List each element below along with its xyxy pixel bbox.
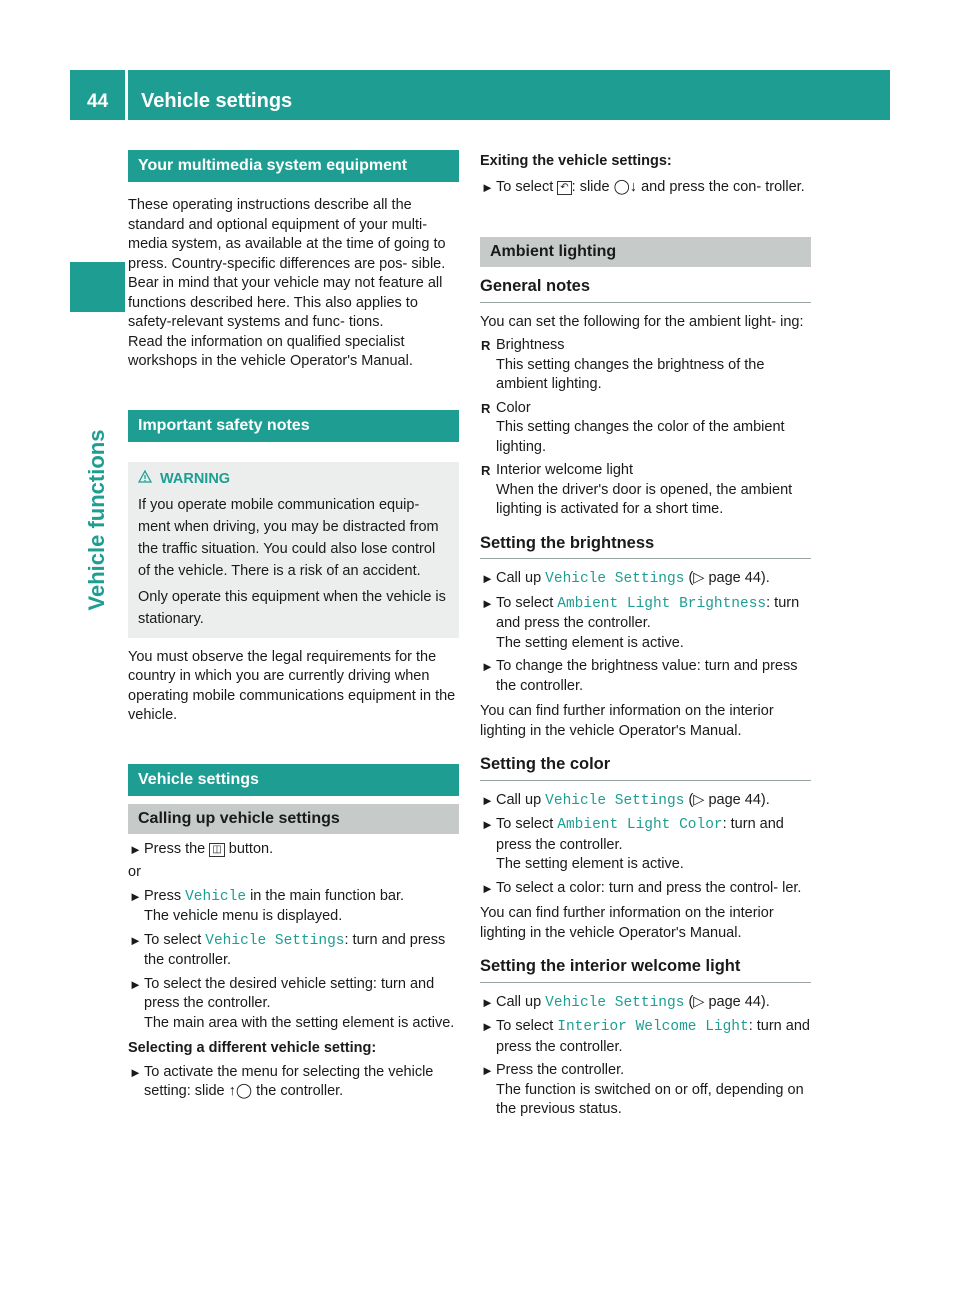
paragraph: You can find further information on the interior lighting in the vehicle Operator's Manual. bbox=[480, 905, 774, 941]
bullet-icon: R bbox=[481, 338, 491, 353]
instruction-step: ► Press the controller. The function is switched on or off, depending on the previous status. bbox=[481, 1062, 804, 1117]
section-header-multimedia: Your multimedia system equipment bbox=[128, 150, 459, 182]
paragraph: These operating instructions describe all the standard and optional equipment of your multi- media system, as available at the time of going to press. Country-specific differences are pos- sible. Bear in mind that your vehicle may not feature all functions described here. This also applies to safety-relevant systems and func- tions. bbox=[128, 197, 446, 330]
back-icon: ↶ bbox=[557, 181, 571, 195]
bullet-icon: R bbox=[481, 463, 491, 478]
instruction-step: ► To select Ambient Light Color: turn and press the controller. The setting element is active. bbox=[481, 816, 784, 872]
bullet-item: R Color This setting changes the color of the ambient lighting. bbox=[481, 399, 785, 455]
right-column bbox=[480, 150, 811, 1120]
warning-triangle-icon bbox=[138, 468, 152, 490]
bold-heading: Exiting the vehicle settings: bbox=[480, 153, 672, 169]
bullet-icon: R bbox=[481, 400, 491, 416]
page-ref-icon: ▷ bbox=[693, 791, 705, 808]
step-arrow-icon: ► bbox=[129, 841, 142, 857]
chapter-tab bbox=[70, 262, 125, 312]
step-arrow-icon: ► bbox=[129, 932, 142, 948]
bullet-item: R Interior welcome light When the driver's door is opened, the ambient lighting is activated for a short time. bbox=[481, 462, 793, 517]
menu-item-vehicle-settings: Vehicle Settings bbox=[545, 571, 685, 587]
instruction-step: ► Press the ◫ button. bbox=[128, 840, 459, 860]
step-arrow-icon: ► bbox=[481, 179, 494, 195]
step-arrow-icon: ► bbox=[481, 792, 494, 808]
paragraph: You can find further information on the interior lighting in the vehicle Operator's Manual. bbox=[480, 703, 774, 739]
subheading-welcome-light: Setting the interior welcome light bbox=[480, 957, 811, 983]
step-arrow-icon: ► bbox=[481, 817, 494, 832]
page-number-box bbox=[70, 70, 125, 120]
step-arrow-icon: ► bbox=[481, 571, 494, 586]
header-bar bbox=[128, 70, 890, 120]
step-arrow-icon: ► bbox=[481, 994, 494, 1010]
instruction-step: ► To select Ambient Light Brightness: turn and press the controller. The setting element is active. bbox=[481, 594, 800, 651]
step-arrow-icon: ► bbox=[129, 1064, 142, 1080]
subheading-color: Setting the color bbox=[480, 755, 811, 781]
menu-item-vehicle-settings: Vehicle Settings bbox=[205, 932, 345, 949]
menu-item-ambient-light-brightness: Ambient Light Brightness bbox=[557, 595, 767, 612]
instruction-step: ► To select ↶ : slide ◯↓ and press the con- troller. bbox=[480, 178, 811, 198]
slide-up-controller-icon: ↑◯ bbox=[228, 1083, 253, 1099]
page-number: 44 bbox=[87, 91, 109, 112]
chapter-label: Vehicle functions bbox=[84, 429, 109, 611]
menu-item-vehicle-settings: Vehicle Settings bbox=[545, 792, 685, 809]
section-header-vehicle-settings: Vehicle settings bbox=[128, 764, 459, 796]
instruction-step: ► To select Vehicle Settings: turn and press the controller. bbox=[129, 931, 446, 968]
section-header-ambient: Ambient lighting bbox=[480, 237, 811, 267]
menu-item-vehicle-settings: Vehicle Settings bbox=[545, 994, 685, 1011]
slide-down-controller-icon: ◯↓ bbox=[613, 178, 638, 195]
instruction-step: ► To select the desired vehicle setting: turn and press the controller. The main area with the setting element is active. bbox=[129, 975, 455, 1031]
step-arrow-icon: ► bbox=[481, 1019, 494, 1034]
instruction-step: ► Call up Vehicle Settings (▷ page 44). bbox=[481, 791, 770, 809]
menu-item-interior-welcome-light: Interior Welcome Light bbox=[557, 1019, 749, 1035]
warning-box bbox=[128, 462, 459, 638]
paragraph: You must observe the legal requirements for the country in which you are currently driving when operating mobile communications equipment in the vehicle. bbox=[128, 648, 456, 723]
subsection-header-calling-up: Calling up vehicle settings bbox=[128, 804, 459, 834]
step-arrow-icon: ► bbox=[481, 659, 494, 674]
warning-text: Only operate this equipment when the vehicle is stationary. bbox=[138, 588, 446, 627]
step-arrow-icon: ► bbox=[481, 880, 494, 896]
instruction-step: ► Call up Vehicle Settings (▷ page 44). bbox=[481, 993, 770, 1011]
subheading-general-notes: General notes bbox=[480, 277, 811, 303]
instruction-step: ► To change the brightness value: turn and press the controller. bbox=[481, 658, 798, 694]
car-button-icon: ◫ bbox=[209, 843, 224, 857]
warning-text: If you operate mobile communication equip- ment when driving, you may be distracted from the traffic situation. You could also lose control of the vehicle. There is a risk of an accident. bbox=[138, 496, 439, 579]
step-arrow-icon: ► bbox=[129, 976, 142, 992]
page-title: Vehicle settings bbox=[141, 90, 293, 112]
step-arrow-icon: ► bbox=[481, 1063, 494, 1078]
step-arrow-icon: ► bbox=[129, 888, 142, 904]
warning-heading bbox=[138, 468, 449, 490]
instruction-step: ► Press Vehicle in the main function bar. The vehicle menu is displayed. bbox=[129, 887, 405, 924]
menu-item-ambient-light-color: Ambient Light Color bbox=[557, 817, 723, 833]
warning-label: WARNING bbox=[160, 470, 231, 487]
left-column bbox=[128, 150, 459, 1102]
step-arrow-icon: ► bbox=[481, 595, 494, 611]
instruction-step: ► To select a color: turn and press the control- ler. bbox=[480, 879, 811, 899]
bullet-item: R Brightness This setting changes the brightness of the ambient lighting. bbox=[481, 337, 765, 392]
subheading-brightness: Setting the brightness bbox=[480, 534, 811, 560]
menu-item-vehicle: Vehicle bbox=[185, 888, 247, 905]
paragraph: You can set the following for the ambient light- ing: bbox=[480, 313, 804, 330]
section-header-safety: Important safety notes bbox=[128, 410, 459, 442]
bold-heading: Selecting a different vehicle setting: bbox=[128, 1040, 377, 1056]
instruction-step: ► To activate the menu for selecting the vehicle setting: slide ↑◯ the controller. bbox=[129, 1063, 434, 1099]
page-ref-icon: ▷ bbox=[693, 993, 705, 1010]
instruction-step: ► To select Interior Welcome Light: turn and press the controller. bbox=[481, 1018, 810, 1055]
instruction-step: ► Call up Vehicle Settings (▷ page 44). bbox=[481, 570, 770, 587]
or-text: or bbox=[128, 864, 141, 880]
paragraph: Read the information on qualified specialist workshops in the vehicle Operator's Manual. bbox=[128, 333, 413, 369]
page-ref-icon: ▷ bbox=[693, 570, 705, 586]
